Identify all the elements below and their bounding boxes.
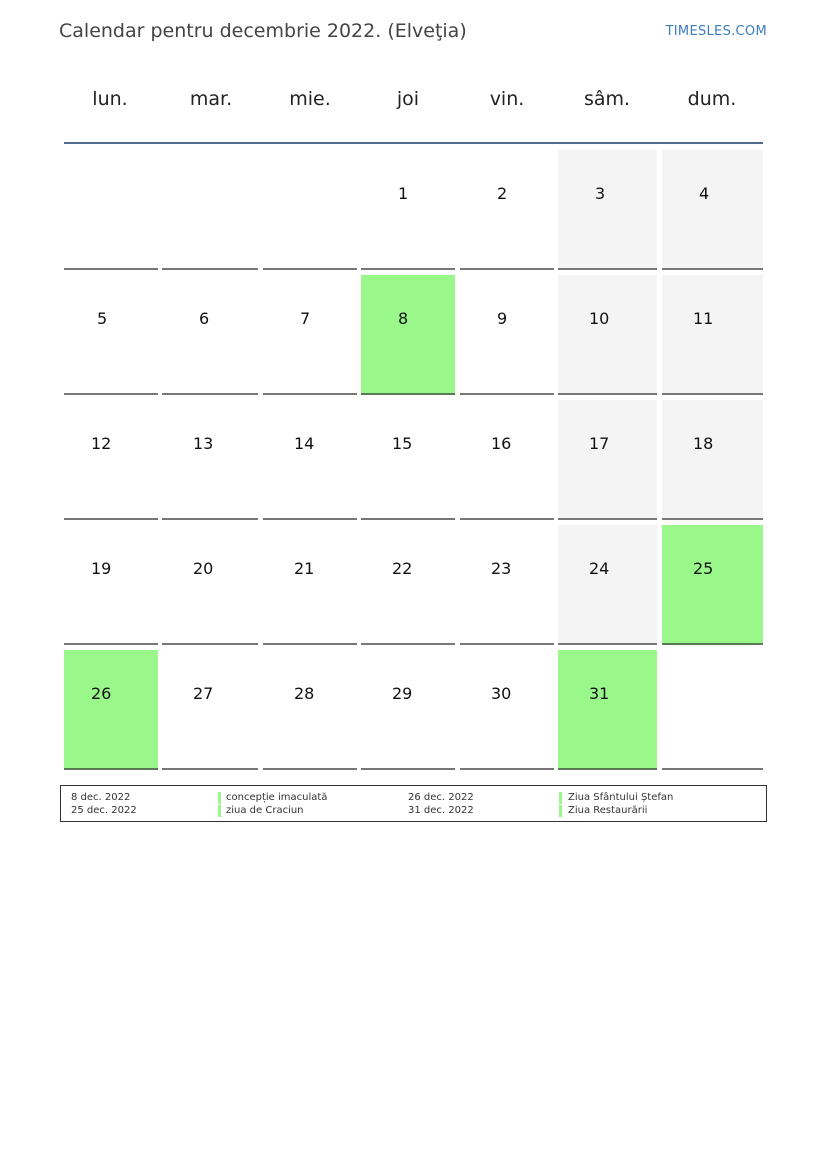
empty-day-cell <box>162 150 258 270</box>
day-number: 10 <box>589 309 610 328</box>
day-number: 8 <box>398 309 409 328</box>
day-number: 28 <box>294 684 315 703</box>
day-cell <box>460 400 554 520</box>
empty-day-cell <box>263 150 357 270</box>
weekday-label: lun. <box>92 88 128 110</box>
holiday-day-cell <box>558 650 657 770</box>
day-number: 20 <box>193 559 214 578</box>
brand-link[interactable]: TIMESLES.COM <box>665 24 767 39</box>
day-cell <box>263 275 357 395</box>
day-number: 15 <box>392 434 413 453</box>
day-number: 11 <box>693 309 714 328</box>
legend-date: 26 dec. 2022 <box>408 792 474 803</box>
weekday-label: sâm. <box>583 88 631 110</box>
day-number: 21 <box>294 559 315 578</box>
day-cell <box>162 400 258 520</box>
legend-date: 8 dec. 2022 <box>71 792 131 803</box>
day-number: 4 <box>699 184 710 203</box>
day-cell <box>162 275 258 395</box>
day-number: 16 <box>491 434 512 453</box>
day-number: 14 <box>294 434 315 453</box>
day-cell <box>263 400 357 520</box>
day-cell <box>662 150 763 270</box>
day-cell <box>64 275 158 395</box>
legend-color-marker <box>218 792 221 804</box>
day-number: 9 <box>497 309 508 328</box>
day-cell <box>162 650 258 770</box>
day-cell <box>558 400 657 520</box>
empty-day-cell <box>64 150 158 270</box>
day-number: 27 <box>193 684 214 703</box>
weekday-header <box>62 88 764 120</box>
legend-color-marker <box>559 805 562 817</box>
day-cell <box>263 650 357 770</box>
day-cell <box>64 400 158 520</box>
holiday-day-cell <box>64 650 158 770</box>
empty-day-cell <box>662 650 763 770</box>
day-cell <box>263 525 357 645</box>
day-number: 19 <box>91 559 112 578</box>
day-cell <box>558 150 657 270</box>
day-cell <box>460 650 554 770</box>
day-number: 2 <box>497 184 508 203</box>
day-number: 23 <box>491 559 512 578</box>
legend-holiday-name: concepție imaculată <box>226 792 328 803</box>
legend-holiday-name: Ziua Restaurării <box>568 805 648 816</box>
weekday-label: mie. <box>289 88 331 110</box>
day-number: 18 <box>693 434 714 453</box>
day-cell <box>162 525 258 645</box>
legend-holiday-name: Ziua Sfântului Ștefan <box>568 792 674 803</box>
day-cell <box>460 150 554 270</box>
legend-color-marker <box>559 792 562 804</box>
day-cell <box>662 275 763 395</box>
day-number: 1 <box>398 184 409 203</box>
day-cell <box>361 150 455 270</box>
legend-date: 31 dec. 2022 <box>408 805 474 816</box>
day-number: 6 <box>199 309 210 328</box>
day-cell <box>361 525 455 645</box>
holiday-day-cell <box>361 275 455 395</box>
day-number: 29 <box>392 684 413 703</box>
day-cell <box>460 275 554 395</box>
page-title: Calendar pentru decembrie 2022. (Elveţia) <box>59 20 467 42</box>
day-number: 7 <box>300 309 311 328</box>
day-cell <box>558 275 657 395</box>
weekday-label: mar. <box>189 88 233 110</box>
day-number: 3 <box>595 184 606 203</box>
day-cell <box>662 400 763 520</box>
day-cell <box>460 525 554 645</box>
day-number: 12 <box>91 434 112 453</box>
day-number: 5 <box>97 309 108 328</box>
day-cell <box>361 400 455 520</box>
day-cell <box>64 525 158 645</box>
day-number: 24 <box>589 559 610 578</box>
legend-date: 25 dec. 2022 <box>71 805 137 816</box>
header-divider <box>64 142 763 144</box>
day-number: 13 <box>193 434 214 453</box>
day-number: 31 <box>589 684 610 703</box>
day-number: 22 <box>392 559 413 578</box>
legend-color-marker <box>218 805 221 817</box>
weekday-label: vin. <box>489 88 525 110</box>
day-cell <box>558 525 657 645</box>
weekday-label: dum. <box>687 88 737 110</box>
holiday-legend <box>60 785 767 822</box>
day-number: 26 <box>91 684 112 703</box>
legend-holiday-name: ziua de Craciun <box>226 805 304 816</box>
day-number: 25 <box>693 559 714 578</box>
day-cell <box>361 650 455 770</box>
weekday-label: joi <box>396 88 420 110</box>
holiday-day-cell <box>662 525 763 645</box>
day-number: 30 <box>491 684 512 703</box>
day-number: 17 <box>589 434 610 453</box>
